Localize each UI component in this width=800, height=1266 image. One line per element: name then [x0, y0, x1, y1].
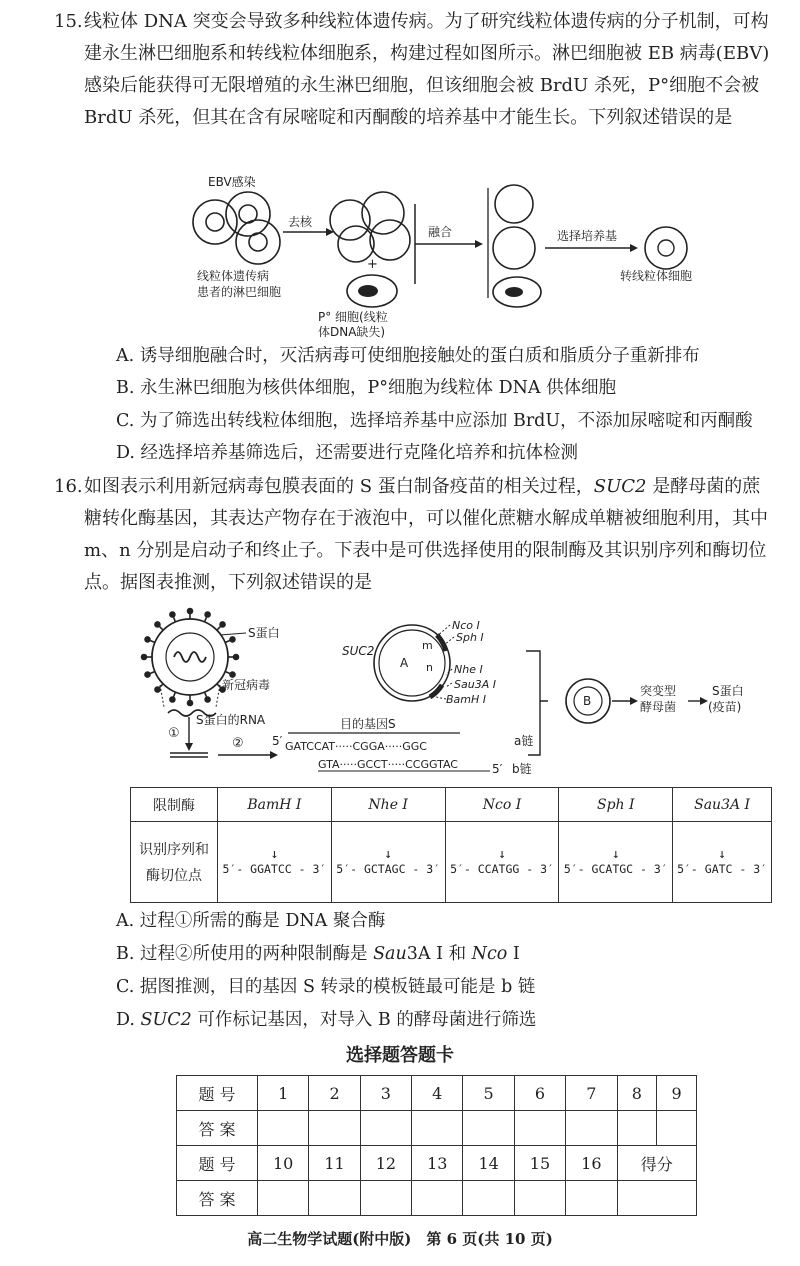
- virus-spike-head: [220, 622, 225, 627]
- site-seq: 5′- CCATGG - 3′: [450, 862, 554, 876]
- cut-arrow: ↓: [270, 847, 279, 862]
- plasmid-a-inner: [379, 630, 445, 696]
- enucleate-label: 去核: [288, 215, 313, 229]
- patient-label-1: 线粒体遗传病: [197, 269, 270, 283]
- patient-label-2: 患者的淋巴细胞: [197, 285, 282, 299]
- q15-option-b: B. 永生淋巴细胞为核供体细胞，P°细胞为线粒体 DNA 供体细胞: [116, 378, 617, 398]
- page-footer: 高二生物学试题(附中版) 第 6 页(共 10 页): [247, 1230, 553, 1248]
- cut-arrow: ↓: [718, 847, 726, 862]
- site-seq: 5′- GATC - 3′: [677, 862, 768, 876]
- answer-card-row: [177, 1181, 697, 1216]
- q-number: 12: [360, 1146, 411, 1181]
- five-prime-bottom: 5′: [492, 762, 503, 776]
- virus-spike-head: [230, 672, 235, 677]
- q15-option-a: A. 诱导细胞融合时，灭活病毒可使细胞接触处的蛋白质和脂质分子重新排布: [116, 346, 700, 366]
- strand-a-label: a链: [514, 734, 534, 748]
- result-cell: [645, 227, 687, 269]
- q16-option-d: [116, 1005, 780, 1035]
- five-prime-top: 5′: [272, 734, 283, 748]
- q16-stem-a: 如图表示利用新冠病毒包膜表面的 S 蛋白制备疫苗的相关过程，: [84, 476, 594, 497]
- mutant-label-2: 酵母菌: [640, 700, 677, 714]
- virus-spike-head: [188, 701, 193, 706]
- bam-label: BamH Ⅰ: [446, 693, 487, 706]
- result-label: 转线粒体细胞: [620, 269, 693, 283]
- q16-option-d-rest: 可作标记基因，对导入 B 的酵母菌进行筛选: [191, 1010, 537, 1030]
- suc2-label: SUC2: [342, 644, 375, 658]
- strand-b-label: b链: [512, 762, 532, 776]
- fusion-label: 融合: [428, 225, 453, 239]
- virus-label: 新冠病毒: [222, 678, 271, 692]
- q16-option-c: C. 据图推测，目的基因 S 转录的模板链最可能是 b 链: [116, 977, 536, 997]
- q-label: 题 号: [177, 1146, 258, 1181]
- answer-cell[interactable]: [258, 1181, 309, 1216]
- site-row: [131, 822, 772, 903]
- plus-sign: +: [367, 257, 378, 272]
- q-number: 6: [514, 1076, 565, 1111]
- cut-arrow: ↓: [498, 847, 506, 862]
- answer-card-table: [176, 1075, 697, 1216]
- answer-cell[interactable]: [463, 1181, 514, 1216]
- answer-cell[interactable]: [412, 1111, 463, 1146]
- plasmid-a-label: A: [400, 656, 409, 670]
- answer-card-title: 选择题答题卡: [346, 1045, 454, 1066]
- m-label: m: [422, 639, 433, 652]
- virus-spike-head: [234, 655, 239, 660]
- p0-label-2: 体DNA缺失): [318, 325, 386, 338]
- virus-spike-head: [230, 637, 235, 642]
- q15-option-c: C. 为了筛选出转线粒体细胞，选择培养基中应添加 BrdU，不添加尿嘧啶和丙酮酸: [116, 411, 753, 431]
- answer-cell[interactable]: [657, 1111, 697, 1146]
- q16-option-b: [116, 939, 780, 969]
- enzyme-name: BamH Ⅰ: [218, 788, 332, 822]
- virus-spike-head: [170, 612, 175, 617]
- score-label: 得分: [617, 1146, 696, 1181]
- q16-option-b-e1: Sau: [373, 944, 407, 964]
- q16-option-b-e1b: 3A Ⅰ 和: [406, 944, 472, 964]
- score-cell[interactable]: [617, 1181, 696, 1216]
- q15-number: 15.: [54, 11, 83, 32]
- sau-label: Sau3A Ⅰ: [454, 678, 496, 691]
- answer-cell[interactable]: [309, 1181, 360, 1216]
- virus-spike-head: [142, 655, 147, 660]
- site-cell: [673, 822, 772, 903]
- answer-card-row: [177, 1111, 697, 1146]
- enucleated-cells: [330, 192, 410, 262]
- site-cell: [331, 822, 445, 903]
- q-number: 11: [309, 1146, 360, 1181]
- q15-option-d: D. 经选择培养基筛选后，还需要进行克隆化培养和抗体检测: [116, 443, 579, 463]
- step2-label: ②: [232, 736, 244, 751]
- q-number: 1: [258, 1076, 309, 1111]
- terminator-segment: [430, 685, 442, 697]
- select-arrowhead: [630, 244, 638, 252]
- cut-arrow: ↓: [611, 847, 620, 862]
- enzyme-name: Sph Ⅰ: [559, 788, 673, 822]
- q-number: 13: [412, 1146, 463, 1181]
- site-header: [131, 822, 218, 903]
- q-number: 14: [463, 1146, 514, 1181]
- nhe-label: Nhe Ⅰ: [454, 663, 483, 676]
- q-label: 题 号: [177, 1076, 258, 1111]
- q-number: 15: [514, 1146, 565, 1181]
- site-cell: [445, 822, 559, 903]
- site-header-line-2: 酶切位点: [146, 868, 202, 884]
- answer-cell[interactable]: [514, 1111, 565, 1146]
- seq-top: GATCCAT·····CGGA·····GGC: [285, 740, 427, 753]
- q16-option-a: A. 过程①所需的酶是 DNA 聚合酶: [116, 911, 386, 931]
- n-label: n: [426, 661, 433, 674]
- vaccine-label-1: S蛋白: [712, 684, 744, 698]
- virus-spike-head: [155, 622, 160, 627]
- site-header-line-1: 识别序列和: [139, 842, 209, 858]
- sph-label: Sph Ⅰ: [456, 631, 484, 644]
- answer-cell[interactable]: [360, 1111, 411, 1146]
- seq-bottom: GTA·····GCCT·····CCGGTAC: [318, 758, 458, 771]
- q15-stem-text: 线粒体 DNA 突变会导致多种线粒体遗传病。为了研究线粒体遗传病的分子机制，可构建永生淋巴细胞系和转线粒体细胞系，构建过程如图所示。淋巴细胞被 EB 病毒(EBV)感染后能获得可无限增殖的永生淋巴细胞，但该细胞会被 BrdU 杀死，P°细胞不会被 BrdU 杀死，但其在含有尿嘧啶和丙酮酸的培养基中才能生长。下列叙述错误的是: [84, 11, 770, 128]
- fusion-arrowhead: [475, 240, 483, 248]
- q-number: 10: [258, 1146, 309, 1181]
- answer-cell[interactable]: [617, 1111, 657, 1146]
- q-number: 8: [617, 1076, 657, 1111]
- q16-stem-b: 是酵母菌的蔗糖转化酶基因，其表达产物存在于液泡中，可以催化蔗糖水解成单糖被细胞利用，其中 m、n 分别是启动子和终止子。下表中是可供选择使用的限制酶及其识别序列和酶切位点。据图表推测，下列叙述错误的是: [84, 476, 768, 593]
- virus-spike-head: [155, 687, 160, 692]
- enzyme-name: Nco Ⅰ: [445, 788, 559, 822]
- nco-label: Nco Ⅰ: [452, 619, 480, 632]
- virus-spike-head: [188, 609, 193, 614]
- enzyme-name: Sau3A Ⅰ: [673, 788, 772, 822]
- s-protein-label: S蛋白: [248, 626, 280, 640]
- virus-spike-head: [145, 672, 150, 677]
- q15-stem: [54, 6, 778, 134]
- q16-option-b-e2b: Ⅰ: [507, 944, 520, 964]
- q-number: 16: [566, 1146, 617, 1181]
- answer-cell[interactable]: [514, 1181, 565, 1216]
- virus-spike-head: [205, 697, 210, 702]
- rna-label: S蛋白的RNA: [196, 713, 266, 727]
- q16-stem: [54, 471, 778, 599]
- answer-cell[interactable]: [412, 1181, 463, 1216]
- a-label: 答 案: [177, 1181, 258, 1216]
- gene-label: 目的基因S: [340, 717, 396, 731]
- q16-option-d-gene: SUC2: [140, 1010, 192, 1030]
- vaccine-label-2: (疫苗): [708, 700, 742, 714]
- q16-stem-gene: SUC2: [593, 476, 647, 497]
- virus-spike-head: [145, 637, 150, 642]
- site-cell: [218, 822, 332, 903]
- q-number: 2: [309, 1076, 360, 1111]
- site-cell: [559, 822, 673, 903]
- q15-diagram: [0, 168, 800, 338]
- answer-card-row: [177, 1076, 697, 1111]
- patient-lymphocytes: [193, 192, 280, 264]
- answer-cell[interactable]: [360, 1181, 411, 1216]
- answer-cell[interactable]: [463, 1111, 514, 1146]
- site-seq: 5′- GGATCC - 3′: [222, 862, 327, 876]
- a-label: 答 案: [177, 1111, 258, 1146]
- q16-option-d-prefix: D.: [116, 1010, 141, 1030]
- answer-cell[interactable]: [309, 1111, 360, 1146]
- q-number: 7: [566, 1076, 617, 1111]
- p0-label-1: P° 细胞(线粒: [318, 310, 388, 324]
- answer-card-row: [177, 1146, 697, 1181]
- enzyme-name: Nhe Ⅰ: [331, 788, 445, 822]
- virus-rna: [174, 652, 206, 662]
- q16-number: 16.: [54, 476, 83, 497]
- q-number: 9: [657, 1076, 697, 1111]
- site-seq: 5′- GCATGC - 3′: [563, 862, 668, 876]
- virus-spike-head: [205, 612, 210, 617]
- enzyme-header: 限制酶: [131, 788, 218, 822]
- ebv-label: EBV感染: [208, 175, 256, 189]
- virus-spike-head: [170, 697, 175, 702]
- enzyme-row: [131, 788, 772, 822]
- q16-option-b-a: B. 过程②所使用的两种限制酶是: [116, 944, 374, 964]
- p0-nucleus: [358, 285, 378, 297]
- q-number: 4: [412, 1076, 463, 1111]
- cut-arrow: ↓: [384, 847, 393, 862]
- yeast-b-label: B: [583, 694, 592, 708]
- q16-diagram: [0, 605, 800, 785]
- q-number: 5: [463, 1076, 514, 1111]
- answer-cell[interactable]: [258, 1111, 309, 1146]
- q16-option-b-e2: Nco: [471, 944, 508, 964]
- q-number: 3: [360, 1076, 411, 1111]
- restriction-enzyme-table: [130, 787, 772, 903]
- step1-label: ①: [168, 726, 180, 741]
- answer-cell[interactable]: [566, 1111, 617, 1146]
- answer-cell[interactable]: [566, 1181, 617, 1216]
- select-label: 选择培养基: [557, 229, 618, 243]
- site-seq: 5′- GCTAGC - 3′: [336, 862, 441, 876]
- mutant-label-1: 突变型: [640, 684, 677, 698]
